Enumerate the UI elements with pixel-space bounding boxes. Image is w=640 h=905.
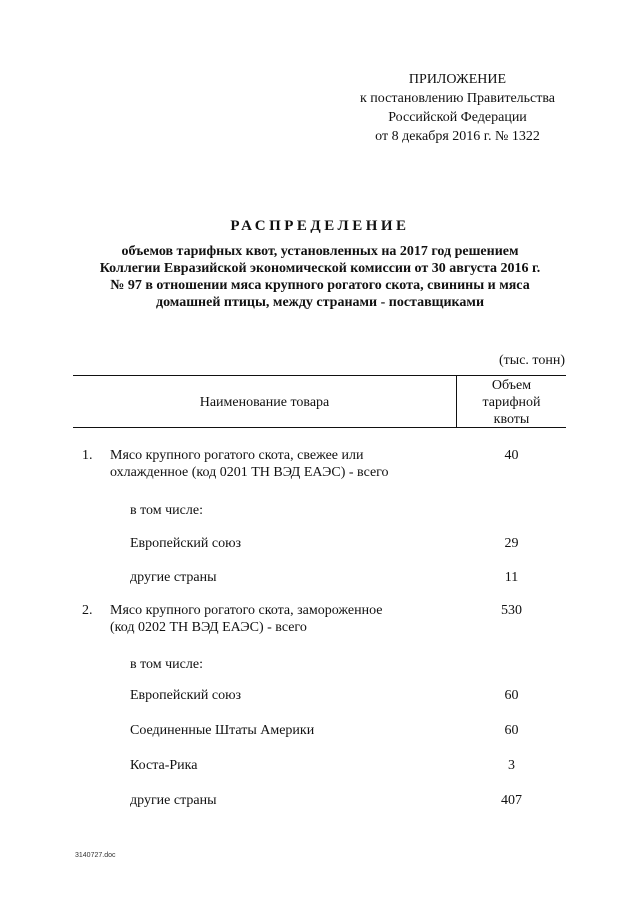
breakdown-value: 407 (501, 793, 522, 808)
item-name-line: Мясо крупного рогатого скота, замороженное (110, 603, 383, 618)
subtitle-line: Коллегии Евразийской экономической комиссии от 30 августа 2016 г. (99, 261, 541, 276)
breakdown-name: Соединенные Штаты Америки (130, 723, 315, 738)
breakdown-name: Европейский союз (130, 688, 242, 703)
subtitle-line: № 97 в отношении мяса крупного рогатого скота, свинины и мяса (110, 278, 530, 293)
table-top-rule (73, 375, 566, 376)
item-number: 2. (82, 603, 93, 618)
breakdown-value: 11 (504, 570, 519, 585)
breakdown-value: 60 (504, 723, 519, 738)
breakdown-name: другие страны (130, 793, 217, 808)
including-label: в том числе: (130, 657, 203, 672)
subtitle-line: объемов тарифных квот, установленных на 2017 год решением (121, 244, 519, 259)
breakdown-value: 60 (504, 688, 519, 703)
column-header-volume-line: тарифной (482, 395, 541, 410)
approval-line: Российской Федерации (388, 110, 527, 125)
column-header-volume-line: Объем (491, 378, 532, 393)
document-title: РАСПРЕДЕЛЕНИЕ (230, 218, 410, 234)
breakdown-value: 29 (504, 536, 519, 551)
document-subtitle (60, 243, 580, 311)
table-header-rule (73, 427, 566, 428)
column-header-volume (457, 377, 566, 428)
column-header-name: Наименование товара (199, 395, 330, 410)
item-name-line: Мясо крупного рогатого скота, свежее или (110, 448, 364, 463)
item-name-line: охлажденное (код 0201 ТН ВЭД ЕАЭС) - всего (110, 465, 389, 480)
item-name (110, 602, 450, 636)
file-name-footer: 3140727.doc (75, 852, 116, 859)
approval-heading: ПРИЛОЖЕНИЕ (408, 72, 507, 87)
subtitle-line: домашней птицы, между странами - поставщиками (155, 295, 485, 310)
approval-date-number: от 8 декабря 2016 г. № 1322 (375, 129, 540, 144)
item-total: 40 (504, 448, 519, 463)
including-label: в том числе: (130, 503, 203, 518)
item-total: 530 (501, 603, 522, 618)
breakdown-name: другие страны (130, 570, 217, 585)
item-name-line: (код 0202 ТН ВЭД ЕАЭС) - всего (110, 620, 307, 635)
units-label: (тыс. тонн) (499, 353, 565, 368)
approval-line: к постановлению Правительства (359, 91, 556, 106)
breakdown-value: 3 (508, 758, 515, 773)
column-header-volume-line: квоты (493, 412, 530, 427)
item-name (110, 447, 450, 481)
item-number: 1. (82, 448, 93, 463)
breakdown-name: Коста-Рика (130, 758, 198, 773)
approval-block (330, 70, 585, 146)
breakdown-name: Европейский союз (130, 536, 242, 551)
